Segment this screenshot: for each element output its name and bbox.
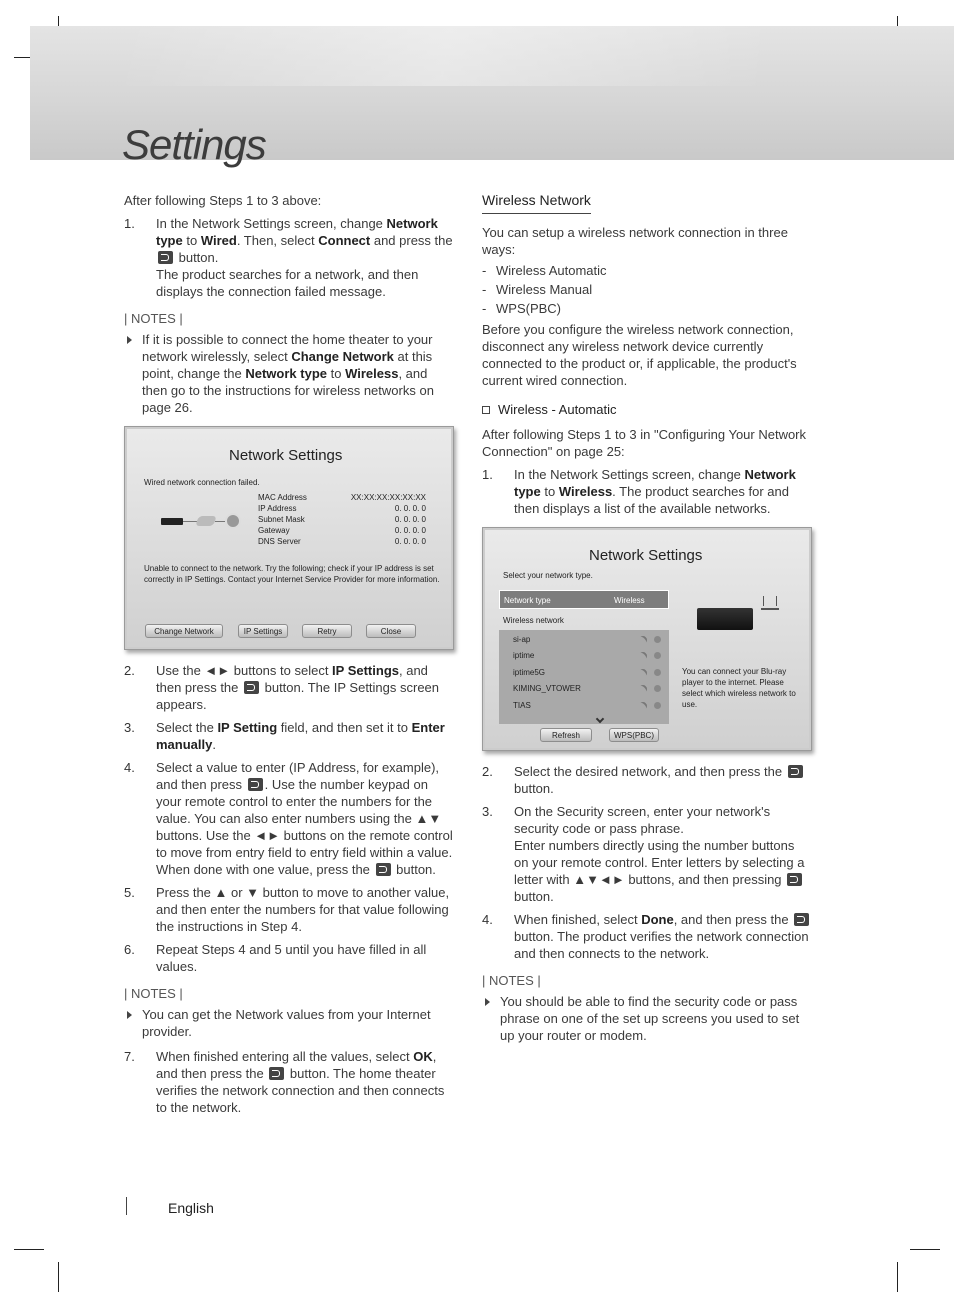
after-text: After following Steps 1 to 3 in "Configuring Your Network Connection" on page 25: [482, 427, 807, 459]
wifi-icon [637, 683, 648, 694]
step-2: 2. Select the desired network, and then press the button. [482, 763, 812, 797]
network-settings-screen-wireless [482, 527, 812, 751]
left-column [124, 192, 456, 1122]
step-7: 7. When finished entering all the values, select OK, and then press the button. The home theater verifies the network connection and then connects to the network. [124, 1049, 445, 1115]
prompt-text: Select your network type. [503, 571, 593, 580]
change-network-button[interactable]: Change Network [145, 624, 223, 638]
wifi-icon [637, 700, 648, 711]
enter-icon [269, 1067, 284, 1080]
list-item: - Wireless Automatic [482, 262, 812, 279]
enter-icon [244, 681, 259, 694]
step-4: 4. Select a value to enter (IP Address, for example), and then press . Use the number keypad on your remote control to enter the numbers for the value. You can also enter numbers using the ▲▼ buttons. Use the ◄► buttons on the remote control to move from entry field to entry field within a value. When done with one value, press the button. [124, 760, 453, 877]
enter-icon [787, 873, 802, 886]
chevron-down-icon[interactable] [596, 715, 604, 723]
screen-title: Network Settings [229, 447, 343, 464]
network-item[interactable]: iptime [499, 648, 669, 664]
intro-text: You can setup a wireless network connection in three ways: [482, 225, 788, 257]
step-5: 5. Press the ▲ or ▼ button to move to another value, and then enter the numbers for that value following the instructions in Step 4. [124, 885, 450, 934]
info-row: DNS Server 0. 0. 0. 0 [258, 537, 426, 546]
checkbox-icon [482, 406, 490, 414]
info-row: Subnet Mask 0. 0. 0. 0 [258, 515, 426, 524]
bullet-triangle-icon [485, 998, 490, 1006]
close-button[interactable]: Close [366, 624, 416, 638]
step-6: 6. Repeat Steps 4 and 5 until you have filled in all values. [124, 942, 427, 974]
before-text: Before you configure the wireless network connection, disconnect any wireless network device currently connected to the product or, if applicable, the product's current wired connection. [482, 322, 797, 388]
page-title: Settings [122, 121, 266, 168]
right-column [482, 192, 812, 1050]
step-4: 4. When finished, select Done, and then press the button. The product verifies the network connection and then connects to the network. [482, 912, 809, 961]
bullet-triangle-icon [127, 336, 132, 344]
step-1: 1. In the Network Settings screen, change Network type to Wireless. The product searches for and then displays a list of the available networks. [482, 467, 796, 516]
sub-title: Wireless - Automatic [482, 401, 812, 418]
footer-divider [126, 1197, 127, 1215]
network-list [499, 630, 669, 724]
step-3: 3. Select the IP Setting field, and then set it to Enter manually. [124, 720, 445, 752]
lock-icon [654, 685, 661, 692]
crop-mark [58, 1262, 59, 1292]
info-row: IP Address 0. 0. 0. 0 [258, 504, 426, 513]
step-2: 2. Use the ◄► buttons to select IP Settings, and then press the button. The IP Settings screen appears. [124, 663, 440, 712]
error-message: Unable to connect to the network. Try the following; check if your IP address is set correctly in IP Settings. Contact your Internet Service Provider for more information. [144, 564, 440, 584]
network-info-list [258, 492, 426, 547]
ip-settings-button[interactable]: IP Settings [238, 624, 288, 638]
info-row: Gateway 0. 0. 0. 0 [258, 526, 426, 535]
enter-icon [248, 778, 263, 791]
wireless-network-label: Wireless network [503, 616, 564, 625]
network-settings-screen-wired [124, 426, 454, 650]
notes-heading: | NOTES | [124, 311, 183, 326]
wifi-icon [637, 634, 648, 645]
network-type-field[interactable]: Network type Wireless [499, 590, 669, 609]
lock-icon [654, 636, 661, 643]
enter-icon [158, 251, 173, 264]
lock-icon [654, 702, 661, 709]
step-3: 3. On the Security screen, enter your network's security code or pass phrase. Enter numbers directly using the number buttons on your remote control. Enter letters by selecting a letter with ▲▼◄► buttons, and then pressing button. [482, 804, 805, 904]
notes-heading: | NOTES | [124, 986, 183, 1001]
network-item[interactable]: TIAS [499, 698, 669, 714]
wifi-icon [637, 650, 648, 661]
network-item[interactable]: iptime5G [499, 665, 669, 681]
status-text: Wired network connection failed. [144, 478, 260, 487]
network-item[interactable]: si-ap [499, 632, 669, 648]
router-icon [761, 600, 779, 610]
crop-mark [14, 1249, 44, 1250]
wps-button[interactable]: WPS(PBC) [609, 728, 659, 742]
network-device-icon [161, 513, 241, 533]
bluray-player-icon [697, 608, 753, 630]
screen-title: Network Settings [589, 547, 703, 564]
crop-mark [910, 1249, 940, 1250]
info-row: MAC Address XX:XX:XX:XX:XX:XX [258, 493, 426, 502]
note-item: You should be able to find the security code or pass phrase on one of the set up screens you used to set up your router or modem. [482, 993, 812, 1044]
note-item: You can get the Network values from your Internet provider. [124, 1006, 456, 1040]
refresh-button[interactable]: Refresh [540, 728, 592, 742]
network-item[interactable]: KIMING_VTOWER [499, 681, 669, 697]
intro-text: After following Steps 1 to 3 above: [124, 193, 322, 208]
help-text: You can connect your Blu-ray player to the internet. Please select which wireless network to use. [682, 667, 796, 709]
retry-button[interactable]: Retry [302, 624, 352, 638]
enter-icon [788, 765, 803, 778]
list-item: - WPS(PBC) [482, 300, 812, 317]
notes-heading: | NOTES | [482, 973, 541, 988]
lock-icon [654, 652, 661, 659]
crop-mark [897, 1262, 898, 1292]
enter-icon [376, 863, 391, 876]
list-item: - Wireless Manual [482, 281, 812, 298]
bullet-triangle-icon [127, 1011, 132, 1019]
footer-language: English [168, 1200, 214, 1216]
ways-list [482, 262, 812, 317]
lock-icon [654, 669, 661, 676]
note-item: If it is possible to connect the home theater to your network wirelessly, select Change Network at this point, change the Network type to Wireless, and then go to the instructions for wireless networks on page 26. [124, 331, 456, 416]
step-1: 1. In the Network Settings screen, change Network type to Wired. Then, select Connect and press the button. The product searches for a network, and then displays the connection failed message. [124, 216, 453, 299]
wifi-icon [637, 667, 648, 678]
section-title: Wireless Network [482, 192, 591, 214]
enter-icon [794, 913, 809, 926]
